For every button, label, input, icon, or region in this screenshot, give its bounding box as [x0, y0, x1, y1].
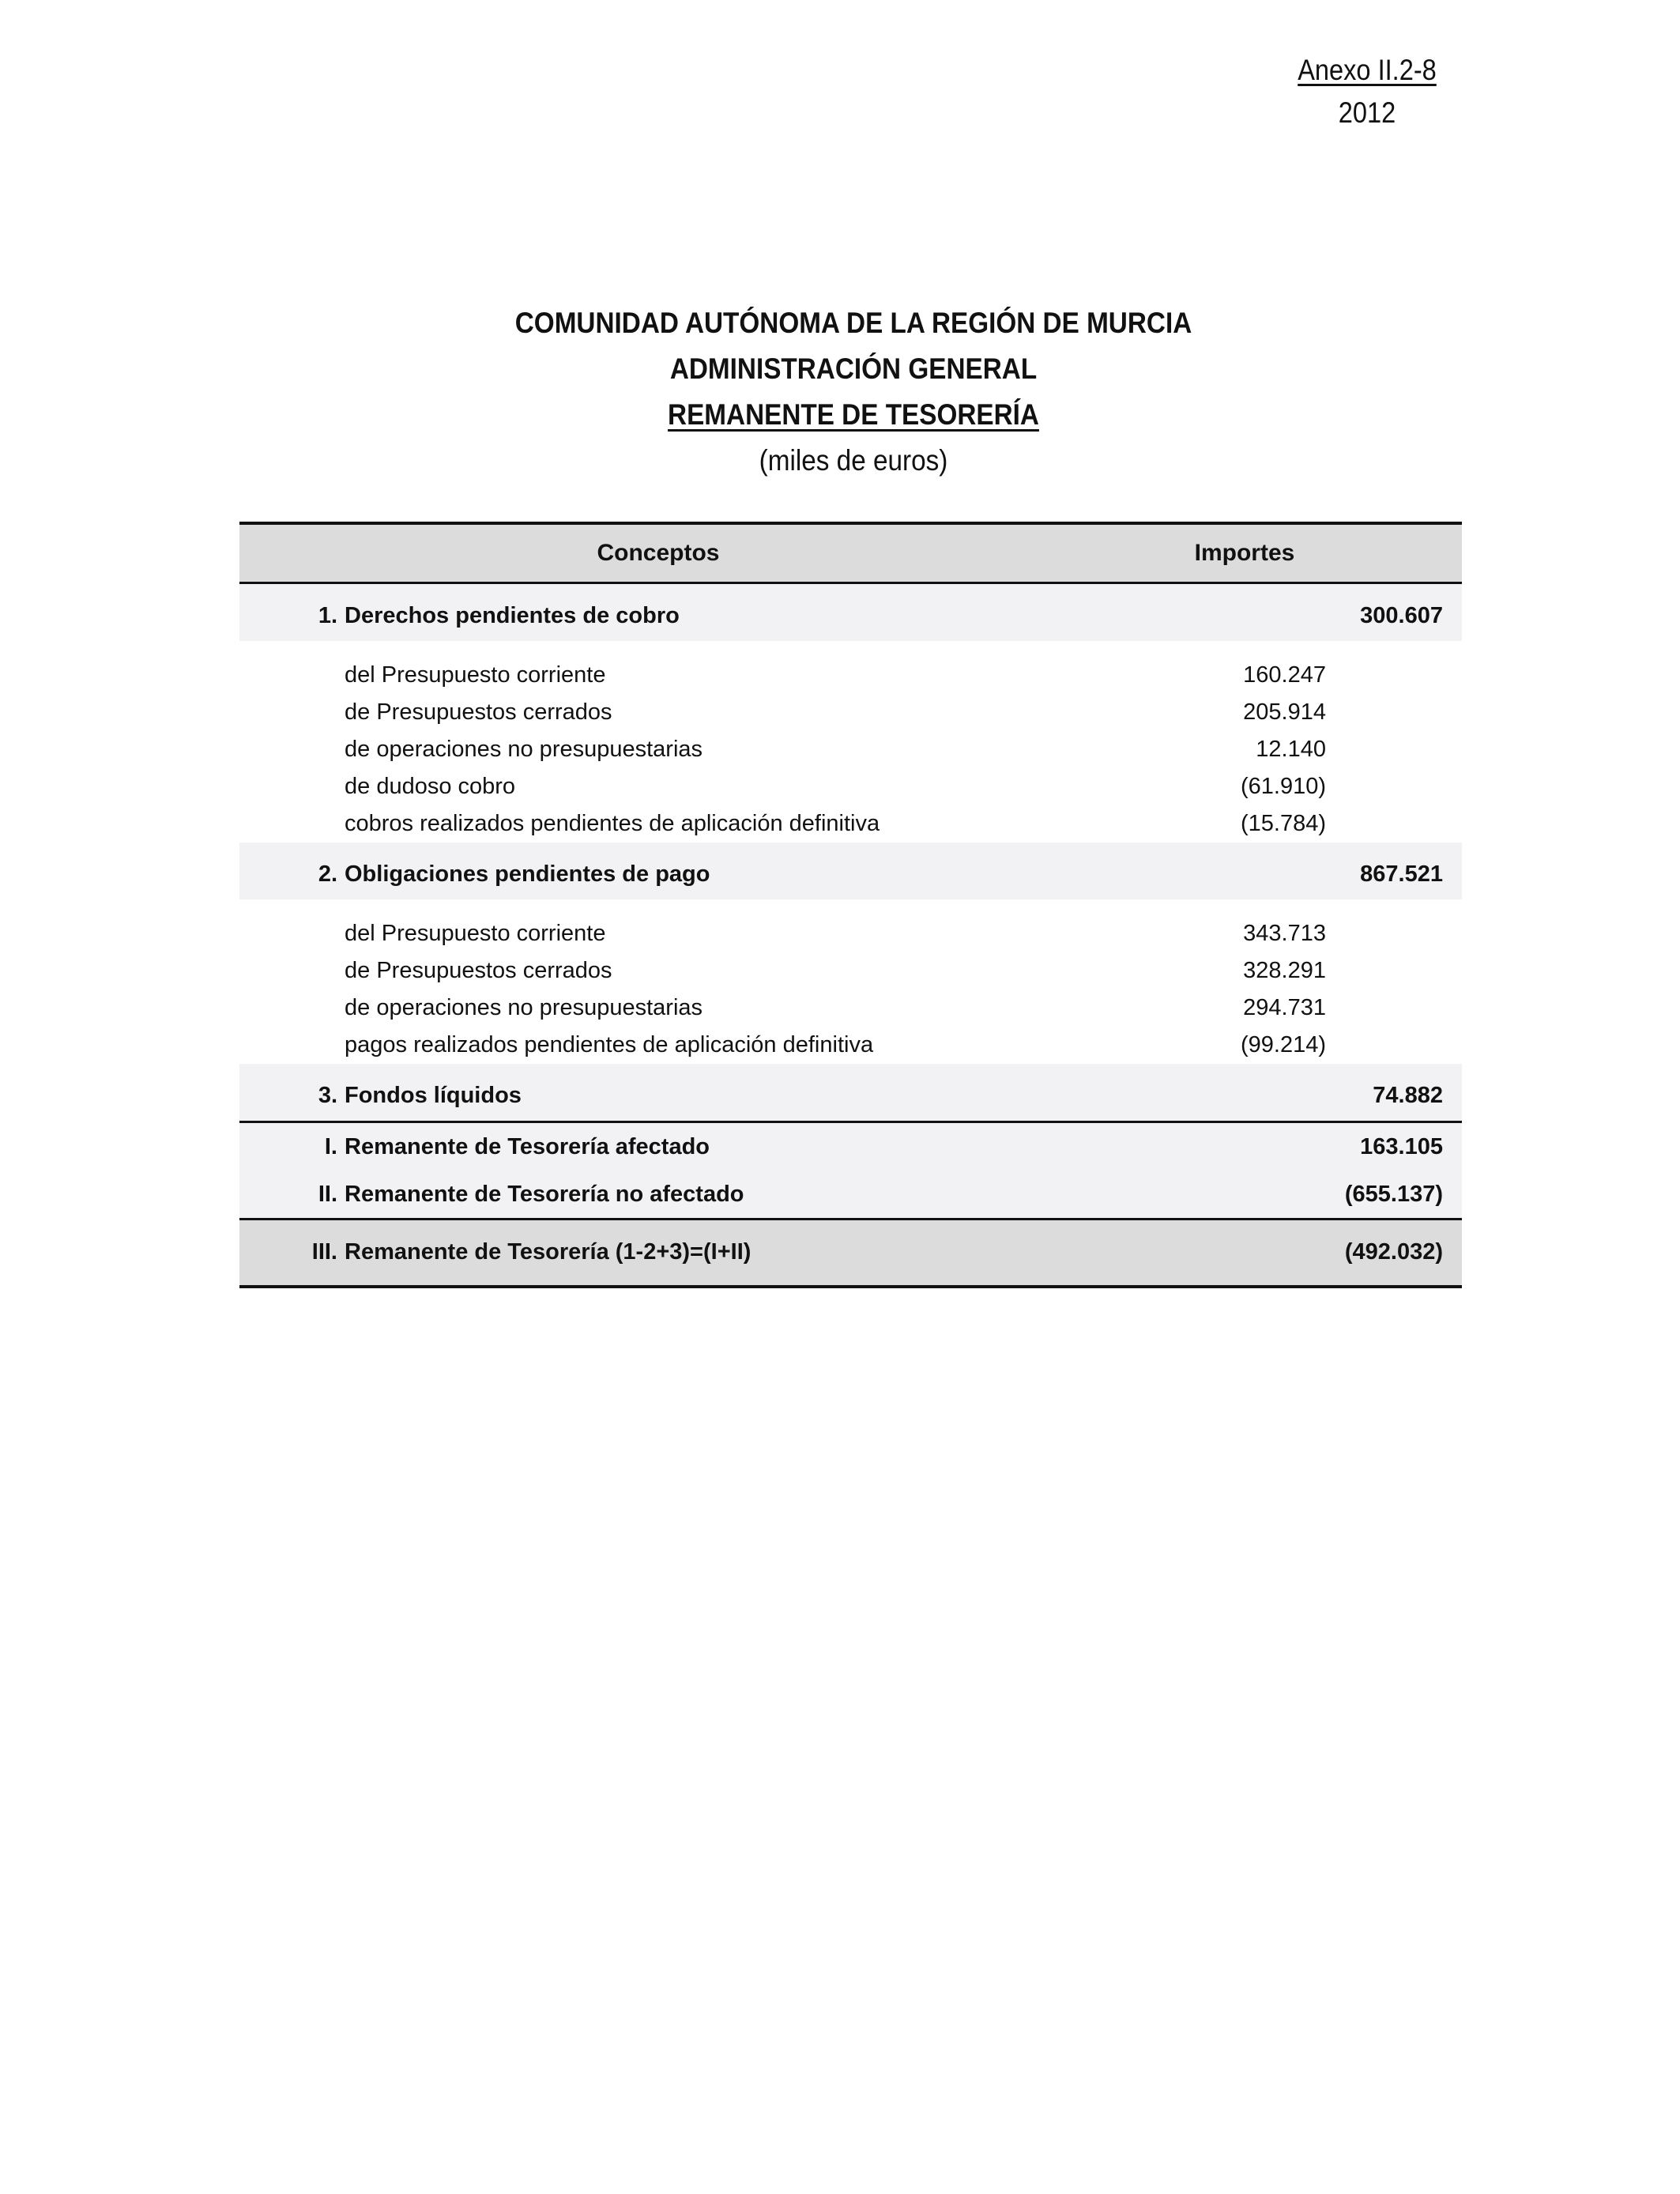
row-value: (99.214) [1240, 1032, 1326, 1057]
remanente-row-total [239, 1220, 1462, 1288]
section-row-fondos [239, 1064, 1462, 1123]
row-label: de dudoso cobro [345, 774, 516, 799]
row-number: I. [324, 1134, 337, 1159]
row-number: II. [318, 1182, 337, 1207]
row-label: del Presupuesto corriente [345, 662, 606, 688]
row-number: 2. [318, 861, 337, 887]
row-value: 343.713 [1243, 921, 1326, 946]
row-total: (655.137) [1344, 1182, 1443, 1207]
table-row [239, 1027, 1462, 1064]
heading-title: REMANENTE DE TESORERÍA [668, 398, 1039, 431]
row-total: 867.521 [1360, 861, 1443, 887]
row-value: 328.291 [1243, 958, 1326, 983]
row-label: del Presupuesto corriente [345, 921, 606, 946]
row-total: 163.105 [1360, 1134, 1443, 1159]
row-label: Remanente de Tesorería no afectado [345, 1182, 744, 1207]
table-row [239, 952, 1462, 990]
remanente-row-afectado [239, 1123, 1462, 1171]
column-header-amounts: Importes [1194, 540, 1295, 566]
section-row-derechos [239, 584, 1462, 641]
annex-label: Anexo II.2-8 [1298, 54, 1437, 86]
remanente-row-no-afectado [239, 1171, 1462, 1220]
row-value: 160.247 [1243, 662, 1326, 688]
table-header [239, 522, 1462, 584]
row-label: cobros realizados pendientes de aplicación definitiva [345, 811, 880, 836]
table-row [239, 731, 1462, 768]
heading-administration: ADMINISTRACIÓN GENERAL [669, 352, 1038, 385]
row-total: 74.882 [1373, 1083, 1443, 1108]
row-label: Remanente de Tesorería (1-2+3)=(I+II) [345, 1239, 751, 1265]
row-number: 1. [318, 603, 337, 628]
table-row [239, 805, 1462, 843]
row-number: 3. [318, 1083, 337, 1108]
annex-year: 2012 [1338, 96, 1396, 129]
row-label: de Presupuestos cerrados [345, 958, 612, 983]
column-header-concepts: Conceptos [597, 540, 720, 566]
row-label: Derechos pendientes de cobro [345, 603, 680, 628]
row-total: 300.607 [1360, 603, 1443, 628]
table-row [239, 657, 1462, 694]
row-value: 294.731 [1243, 995, 1326, 1020]
row-total: (492.032) [1344, 1239, 1443, 1265]
row-value: (15.784) [1240, 811, 1326, 836]
section-row-obligaciones [239, 843, 1462, 899]
table-row [239, 990, 1462, 1027]
row-label: Remanente de Tesorería afectado [345, 1134, 710, 1159]
heading-entity: COMUNIDAD AUTÓNOMA DE LA REGIÓN DE MURCIA [514, 307, 1192, 339]
row-number: III. [311, 1239, 337, 1265]
row-value: 12.140 [1256, 737, 1326, 762]
row-label: de operaciones no presupuestarias [345, 995, 703, 1020]
annex-block [1290, 49, 1444, 134]
document-heading [0, 300, 1680, 484]
table-row [239, 694, 1462, 731]
row-label: Obligaciones pendientes de pago [345, 861, 710, 887]
row-value: 205.914 [1243, 699, 1326, 725]
treasury-table [239, 522, 1462, 1288]
row-label: Fondos líquidos [345, 1083, 522, 1108]
row-label: de operaciones no presupuestarias [345, 737, 703, 762]
table-row [239, 915, 1462, 952]
row-label: pagos realizados pendientes de aplicación definitiva [345, 1032, 874, 1057]
row-value: (61.910) [1240, 774, 1326, 799]
table-row [239, 768, 1462, 805]
row-label: de Presupuestos cerrados [345, 699, 612, 725]
heading-units: (miles de euros) [759, 444, 948, 477]
